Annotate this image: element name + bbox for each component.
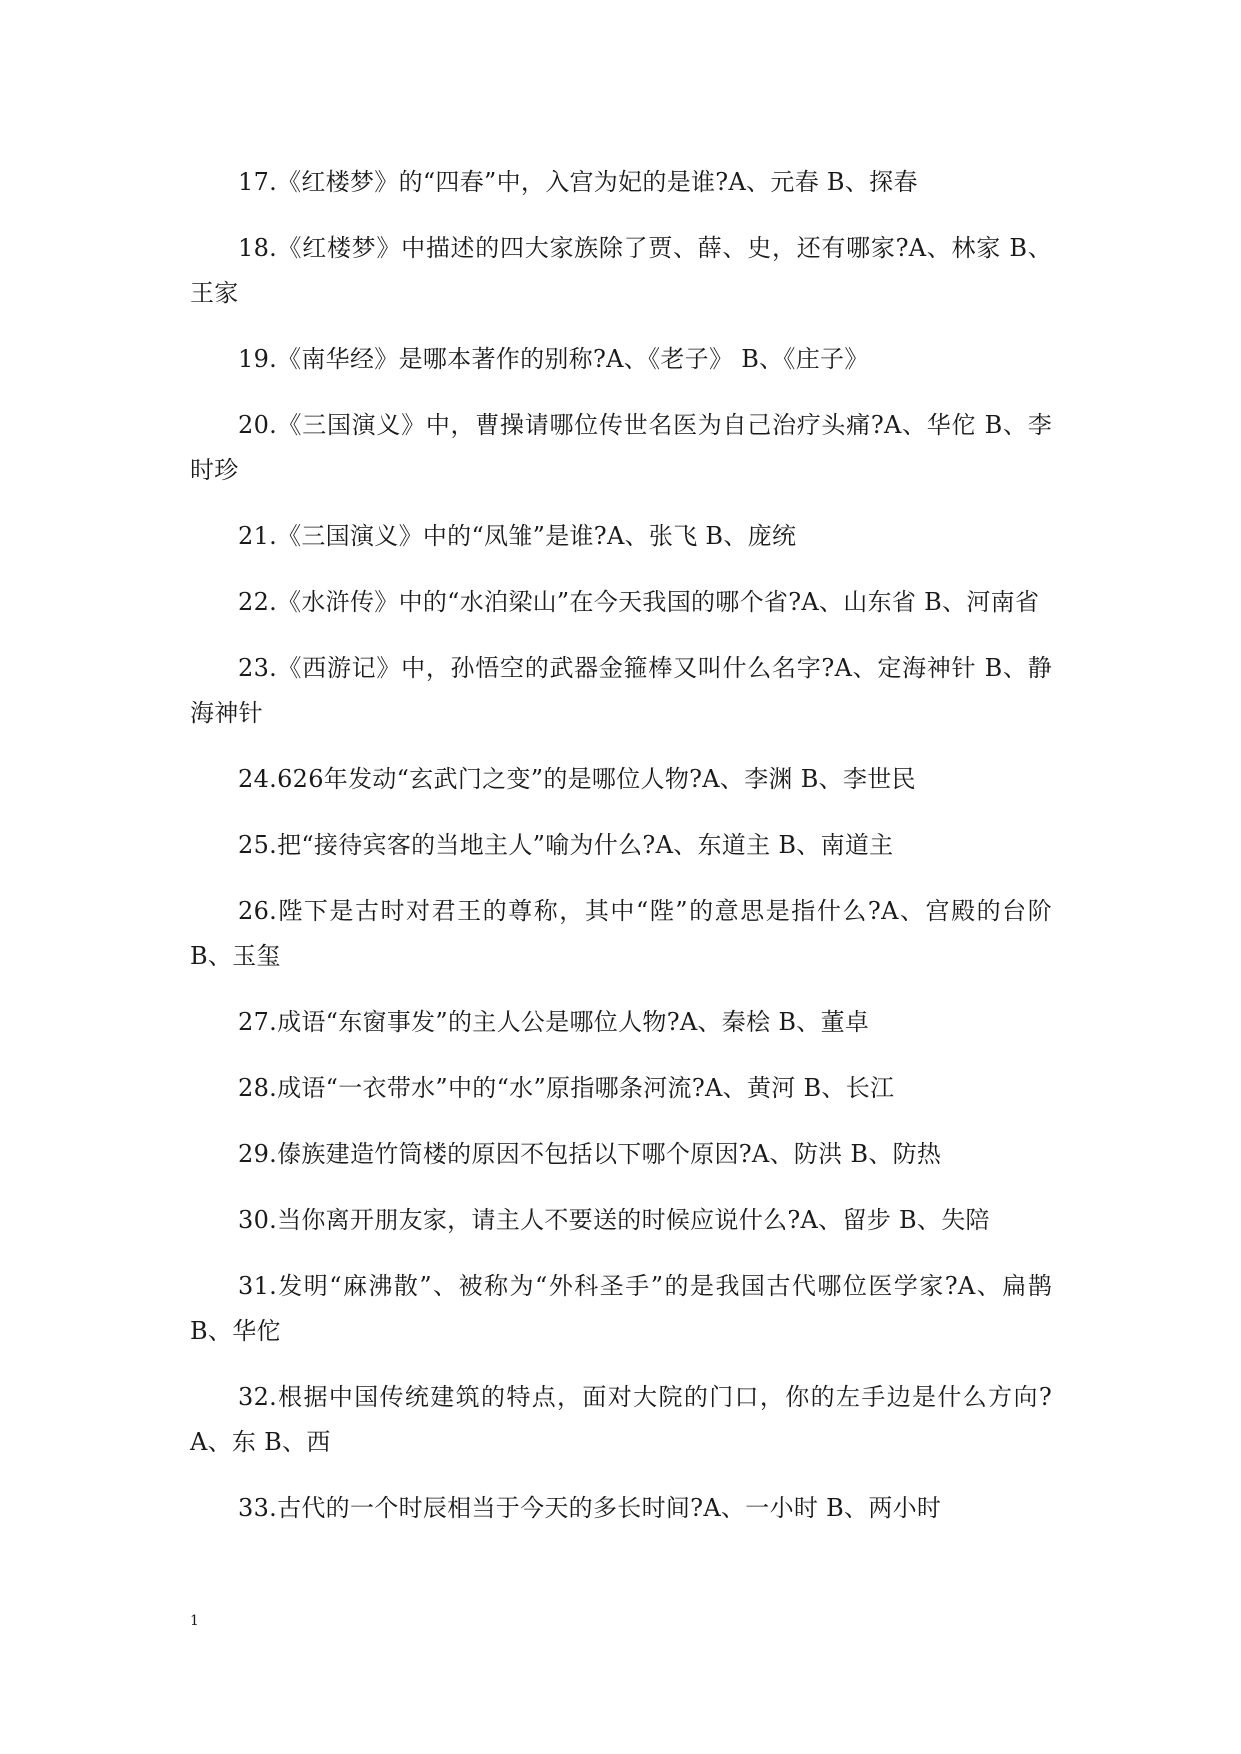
- question-26: 26.陛下是古时对君王的尊称，其中“陛”的意思是指什么?A、宫殿的台阶 B、玉玺: [190, 897, 1052, 970]
- question-21: 21.《三国演义》中的“凤雏”是谁?A、张飞 B、庞统: [238, 522, 797, 550]
- question-23: 23.《西游记》中，孙悟空的武器金箍棒又叫什么名字?A、定海神针 B、静海神针: [190, 654, 1052, 727]
- question-25: 25.把“接待宾客的当地主人”喻为什么?A、东道主 B、南道主: [238, 831, 894, 859]
- question-31: 31.发明“麻沸散”、被称为“外科圣手”的是我国古代哪位医学家?A、扁鹊 B、华佗: [190, 1272, 1052, 1345]
- question-28: 28.成语“一衣带水”中的“水”原指哪条河流?A、黄河 B、长江: [238, 1074, 895, 1102]
- question-32: 32.根据中国传统建筑的特点，面对大院的门口，你的左手边是什么方向?A、东 B、西: [190, 1383, 1052, 1456]
- question-30: 30.当你离开朋友家，请主人不要送的时候应说什么?A、留步 B、失陪: [238, 1206, 990, 1234]
- question-18: 18.《红楼梦》中描述的四大家族除了贾、薛、史，还有哪家?A、林家 B、王家: [190, 234, 1052, 307]
- page-number: 1: [190, 1613, 199, 1629]
- question-29: 29.傣族建造竹筒楼的原因不包括以下哪个原因?A、防洪 B、防热: [238, 1140, 942, 1168]
- question-19: 19.《南华经》是哪本著作的别称?A、《老子》 B、《庄子》: [238, 345, 869, 373]
- question-20: 20.《三国演义》中，曹操请哪位传世名医为自己治疗头痛?A、华佗 B、李时珍: [190, 411, 1052, 484]
- question-22: 22.《水浒传》中的“水泊梁山”在今天我国的哪个省?A、山东省 B、河南省: [238, 588, 1040, 616]
- question-33: 33.古代的一个时辰相当于今天的多长时间?A、一小时 B、两小时: [238, 1494, 942, 1522]
- question-27: 27.成语“东窗事发”的主人公是哪位人物?A、秦桧 B、董卓: [238, 1008, 870, 1036]
- question-24: 24.626年发动“玄武门之变”的是哪位人物?A、李渊 B、李世民: [238, 765, 916, 793]
- question-list: [190, 160, 1052, 1552]
- question-17: 17.《红楼梦》的“四春”中，入宫为妃的是谁?A、元春 B、探春: [238, 168, 918, 196]
